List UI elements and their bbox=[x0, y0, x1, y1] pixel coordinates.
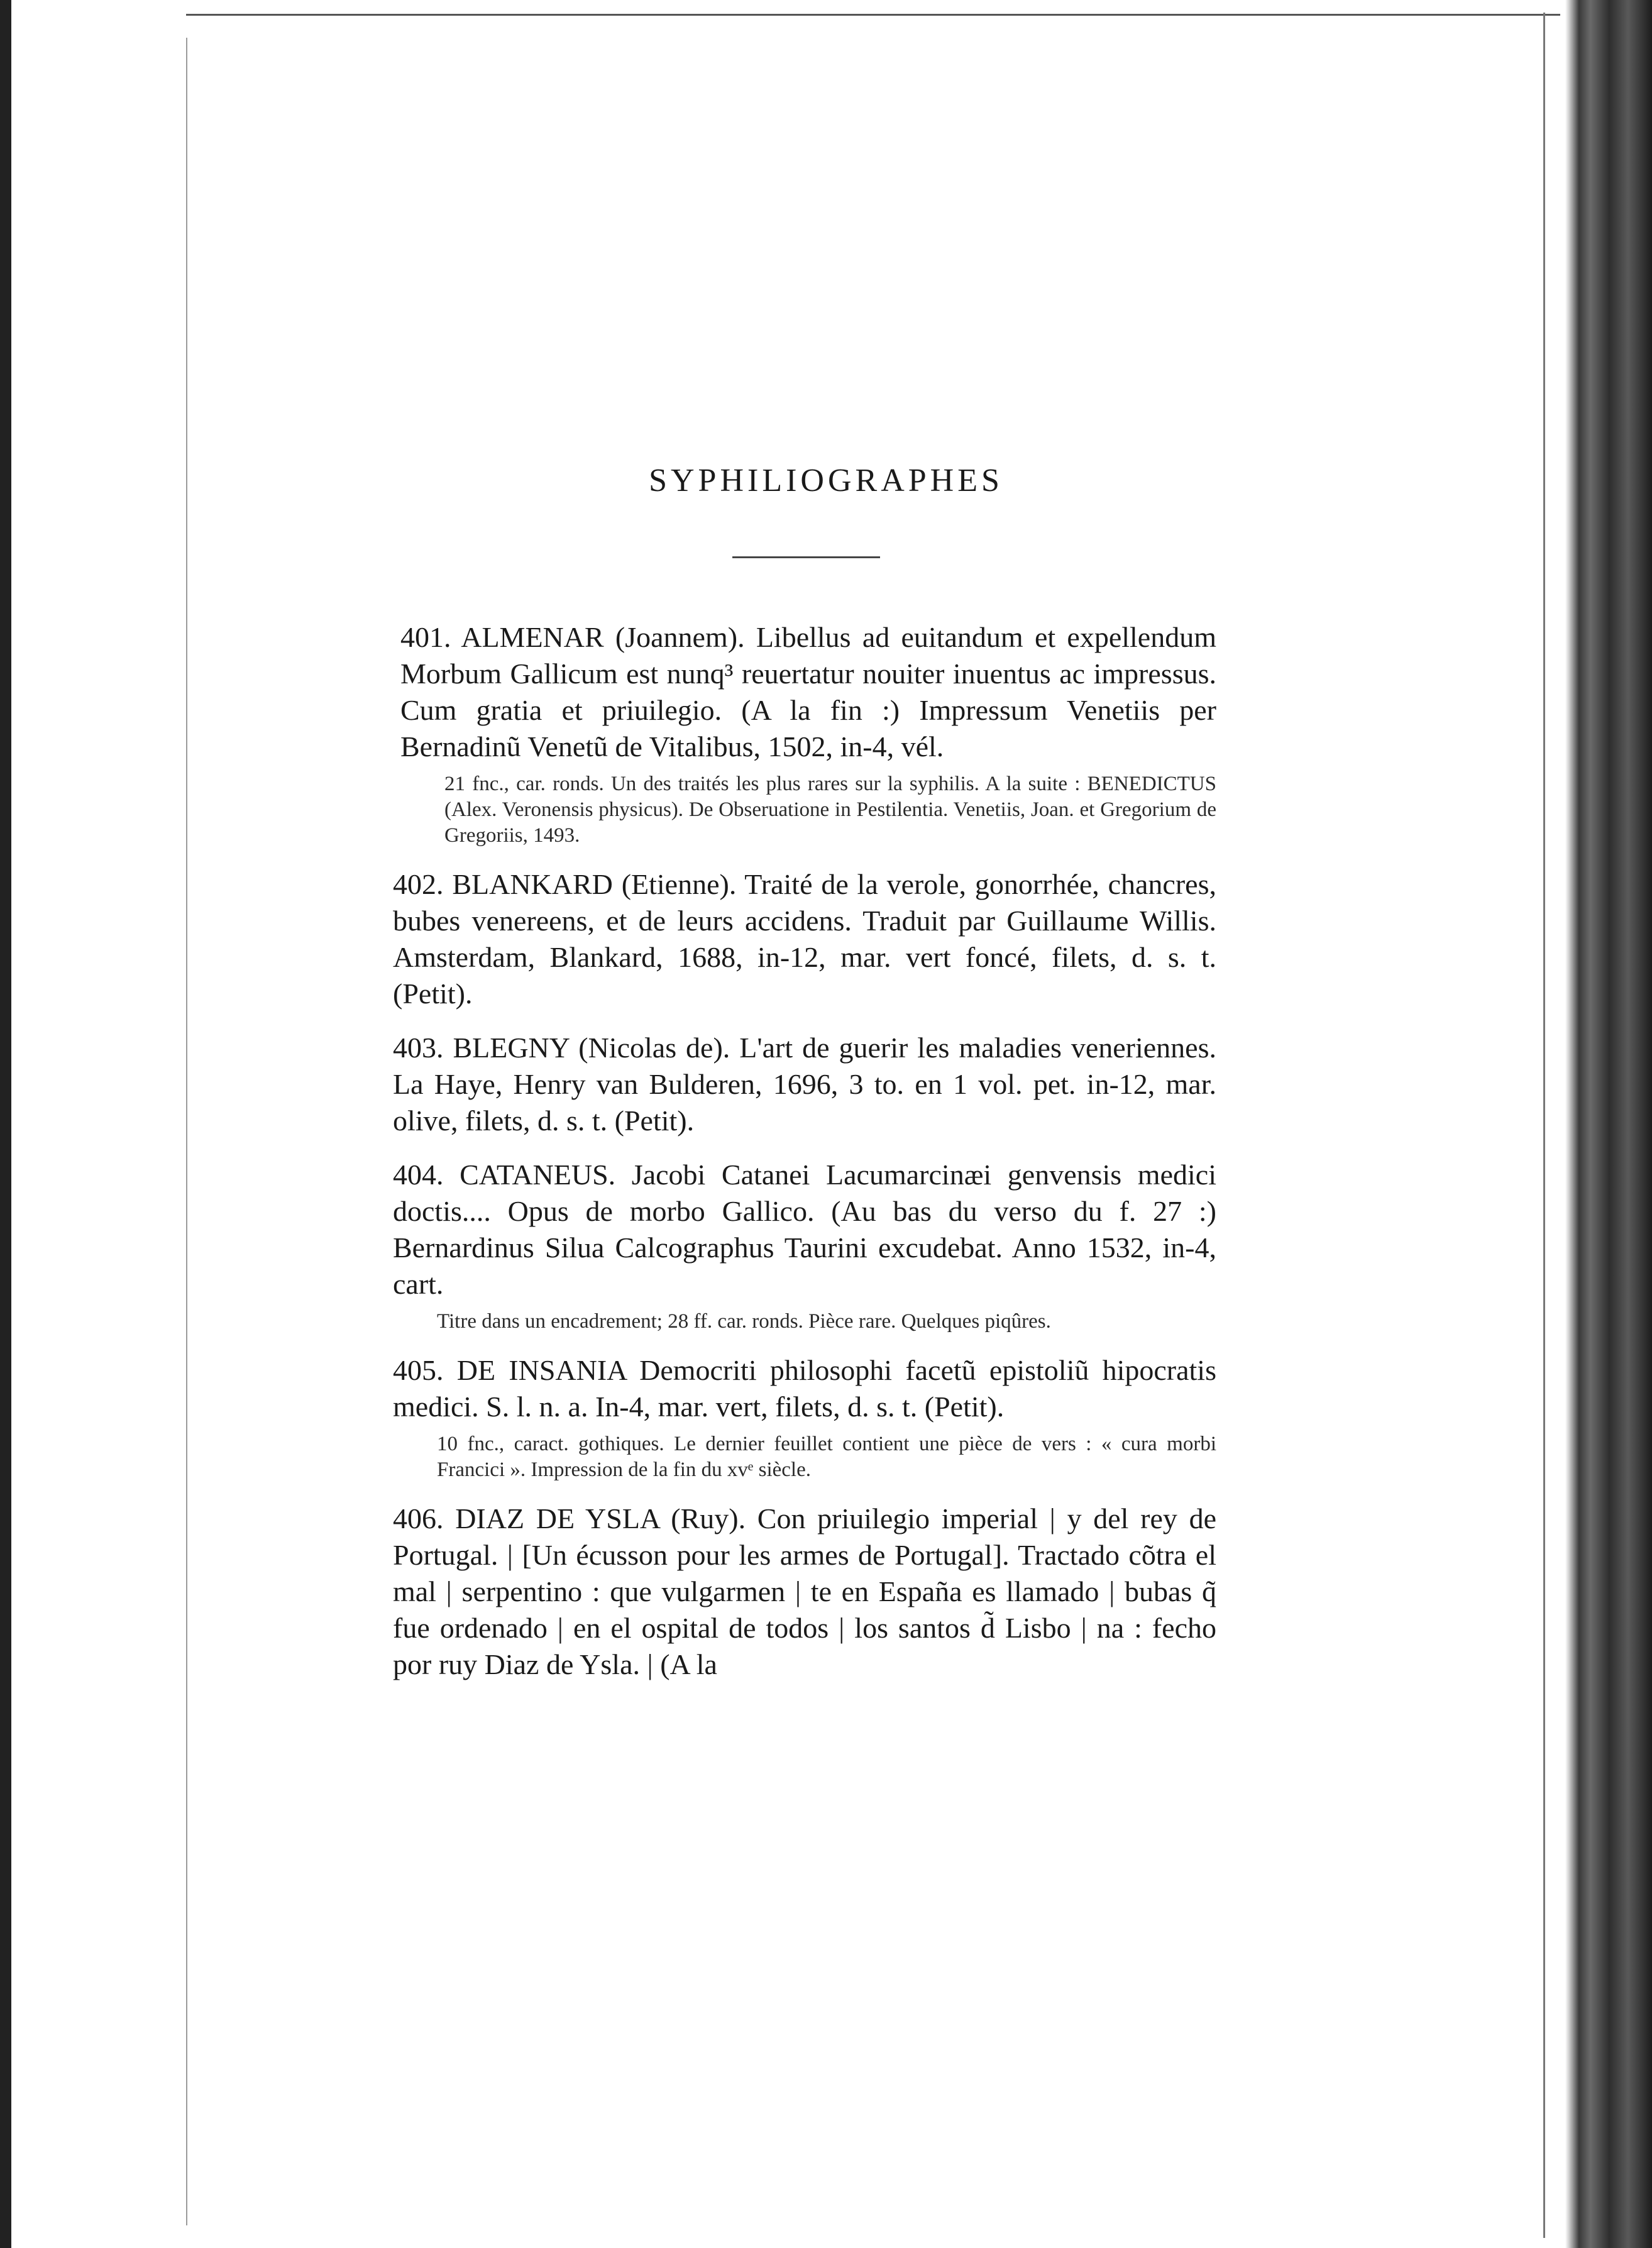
entry-note: Titre dans un encadrement; 28 ff. car. ronds. Pièce rare. Quelques piqûres. bbox=[437, 1310, 1051, 1333]
catalogue-entry bbox=[393, 1352, 1216, 1483]
entry-text: 403. BLEGNY (Nicolas de). L'art de guerir les maladies veneriennes. La Haye, Henry van Bulderen, 1696, 3 to. en 1 vol. pet. in-12, mar. olive, filets, d. s. t. (Petit). bbox=[393, 1032, 1216, 1137]
entry-text: 401. ALMENAR (Joannem). Libellus ad euitandum et expellendum Morbum Gallicum est nunq³ reuertatur nouiter inuentus ac impressus. Cum gratia et priuilegio. (A la fin :) Impressum Venetiis per Bernadinũ Venetũ de Vitalibus, 1502, in-4, vél. bbox=[400, 621, 1216, 763]
page-gutter-line bbox=[186, 38, 187, 2225]
entry-text: 406. DIAZ DE YSLA (Ruy). Con priuilegio imperial | y del rey de Portugal. | [Un écusson pour les armes de Portugal]. Tractado cõtra el mal | serpentino : que vulgarmen | te en España es llamado | bubas q̃ fue ordenado | en el ospital de todos | los santos d̃ Lisbo | na : fecho por ruy Diaz de Ysla. | (A la bbox=[393, 1502, 1216, 1680]
catalogue-entry bbox=[393, 866, 1216, 1012]
page-heading: SYPHILIOGRAPHES bbox=[649, 463, 1003, 499]
page-right-rule bbox=[1543, 13, 1545, 2238]
entry-text: 402. BLANKARD (Etienne). Traité de la verole, gonorrhée, chancres, bubes venereens, et de leurs accidens. Traduit par Guillaume Willis. Amsterdam, Blankard, 1688, in-12, mar. vert foncé, filets, d. s. t. (Petit). bbox=[393, 868, 1216, 1010]
catalogue-entry bbox=[400, 619, 1216, 849]
book-edge-band bbox=[1565, 0, 1652, 2248]
catalogue-entries bbox=[393, 619, 1216, 1700]
catalogue-entry bbox=[393, 1501, 1216, 1683]
page-left-edge bbox=[0, 0, 11, 2248]
catalogue-entry bbox=[393, 1157, 1216, 1335]
page-top-edge bbox=[186, 14, 1560, 16]
entry-note: 10 fnc., caract. gothiques. Le dernier feuillet contient une pièce de vers : « cura morbi Francici ». Impression de la fin du xvᵉ siècle. bbox=[437, 1433, 1216, 1481]
entry-note: 21 fnc., car. ronds. Un des traités les plus rares sur la syphilis. A la suite : BENEDICTUS (Alex. Veronensis physicus). De Obseruatione in Pestilentia. Venetiis, Joan. et Gregorium de Gregoriis, 1493. bbox=[444, 773, 1216, 847]
entry-text: 404. CATANEUS. Jacobi Catanei Lacumarcinæi genvensis medici doctis.... Opus de morbo Gallico. (Au bas du verso du f. 27 :) Bernardinus Silua Calcographus Taurini excudebat. Anno 1532, in-4, cart. bbox=[393, 1159, 1216, 1300]
heading-rule bbox=[732, 556, 880, 558]
catalogue-entry bbox=[393, 1030, 1216, 1139]
entry-text: 405. DE INSANIA Democriti philosophi facetũ epistoliũ hipocratis medici. S. l. n. a. In-4, mar. vert, filets, d. s. t. (Petit). bbox=[393, 1354, 1216, 1423]
